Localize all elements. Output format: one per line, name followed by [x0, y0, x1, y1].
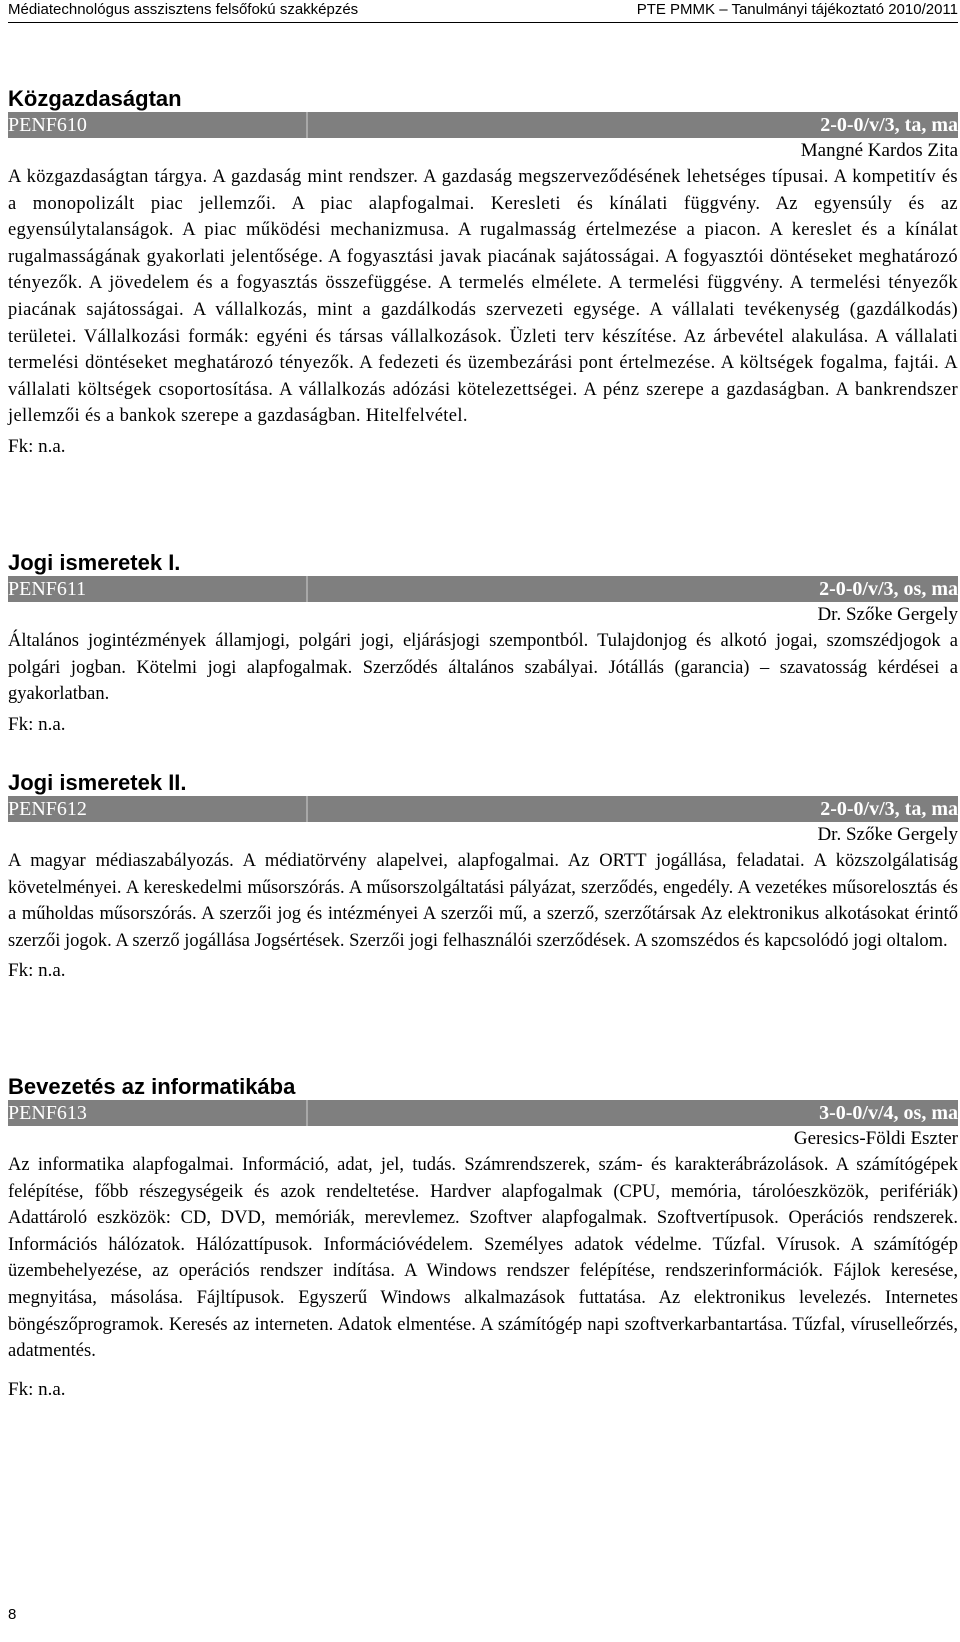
bar-divider	[306, 112, 308, 138]
header-program-title: Médiatechnológus asszisztens felsőfokú szakképzés	[8, 1, 359, 18]
course-description: A magyar médiaszabályozás. A médiatörvény alapelvei, alapfogalmai. Az ORTT jogállása, feladatai. A közszolgálatiság követelményei. A kereskedelmi műsorszórás. A műsorszolgáltatási pályázat, szerződés, engedély. A vezetékes műsorelosztás és a műholdas műsorszórás. A szerzői jog és intézményei A szerzői mű, a szerző, szerzőtársak Az elektronikus alkotásokat érintő szerzői jogok. A szerző jogállása Jogsértések. Szerzői jogi felhasználói szerződések. A szomszédos és kapcsolódó jogi oltalom.	[8, 851, 958, 951]
running-header	[8, 0, 958, 23]
course-code-bar	[8, 112, 958, 138]
course-block-penf613	[8, 1074, 958, 1403]
course-credit-info: 2-0-0/v/3, os, ma	[819, 578, 958, 600]
course-code-bar	[8, 796, 958, 822]
course-lecturer: Mangné Kardos Zita	[800, 140, 958, 161]
course-prerequisite: Fk: n.a.	[8, 960, 66, 982]
course-description: A közgazdaságtan tárgya. A gazdaság mint rendszer. A gazdaság megszerveződésének lehetséges típusai. A kompetitív és a monopolizált piac jellemzői. A piac alapfogalmai. Keresleti és kínálati függvény. Az egyensúly és az egyensúlytalanságok. A piac működési mechanizmusa. A rugalmasság értelmezése a piacon. A kereslet és a kínálat rugalmasságának gyakorlati jelentősége. A fogyasztási javak piacának sajátosságai. A fogyasztói döntéseket meghatározó tényezők. A jövedelem és a fogyasztás összefüggése. A termelés elmélete. A termelési függvény. A termelési tényezők piacának sajátosságai. A vállalkozás, mint a gazdálkodás szervezeti egysége. A vállalati tevékenység (gazdálkodás) területei. Vállalkozási formák: egyéni és társas vállalkozások. Üzleti terv készítése. Az árbevétel alakulása. A vállalati termelési döntéseket meghatározó tényezők. A fedezeti és üzembezárási pont értelmezése. A költségek fogalma, fajtái. A vállalati költségek csoportosítása. A vállalkozás adózási kötelezettségei. A pénz szerepe a gazdaságban. A bankrendszer jellemzői és a bankok szerepe a gazdaságban. Hitelfelvétel.	[8, 167, 958, 427]
course-block-penf612	[8, 770, 958, 984]
course-title: Jogi ismeretek I.	[8, 550, 181, 575]
course-code: PENF613	[8, 1102, 87, 1124]
bar-divider	[306, 796, 308, 822]
course-prerequisite: Fk: n.a.	[8, 713, 66, 735]
bar-divider	[306, 1100, 308, 1126]
course-title: Bevezetés az informatikába	[8, 1074, 296, 1099]
course-lecturer: Dr. Szőke Gergely	[817, 824, 958, 845]
course-code-bar	[8, 576, 958, 602]
course-lecturer: Dr. Szőke Gergely	[817, 604, 958, 625]
course-block-penf611	[8, 550, 958, 738]
course-title: Jogi ismeretek II.	[8, 770, 187, 795]
document-page	[8, 0, 958, 1642]
course-block-penf610	[8, 86, 958, 460]
course-credit-info: 2-0-0/v/3, ta, ma	[820, 114, 958, 136]
course-title: Közgazdaságtan	[8, 86, 182, 111]
course-description: Az informatika alapfogalmai. Információ, adat, jel, tudás. Számrendszerek, szám- és karakterábrázolások. A számítógépek felépítése, főbb részegységeik és azok rendeltetése. Hardver alapfogalmak (CPU, memória, tárolóeszközök, perifériák) Adattároló eszközök: CD, DVD, memóriák, merevlemez. Szoftver alapfogalmak. Szoftvertípusok. Operációs rendszerek. Információs hálózatok. Hálózattípusok. Információvédelem. Személyes adatok védelme. Tűzfal. Vírusok. A számítógép üzembehelyezése, az operációs rendszer indítása. A Windows rendszer felépítése, rendszerinformációk. Fájlok keresése, megnyitása, másolása. Fájltípusok. Egyszerű Windows alkalmazások futtatása. Az elektronikus levelezés. Internetes böngészőprogramok. Keresés az interneten. Adatok elmentése. A számítógép napi szoftverkarbantartása. Tűzfal, víruselleőrzés, adatmentés.	[8, 1155, 958, 1362]
course-code-bar	[8, 1100, 958, 1126]
course-lecturer: Geresics-Földi Eszter	[793, 1128, 958, 1149]
course-code: PENF612	[8, 798, 87, 820]
header-publication-title: PTE PMMK – Tanulmányi tájékoztató 2010/2011	[636, 1, 958, 18]
course-credit-info: 2-0-0/v/3, ta, ma	[820, 798, 958, 820]
course-prerequisite: Fk: n.a.	[8, 435, 66, 457]
course-code: PENF610	[8, 114, 87, 136]
bar-divider	[306, 576, 308, 602]
course-credit-info: 3-0-0/v/4, os, ma	[819, 1102, 958, 1124]
course-description: Általános jogintézmények államjogi, polgári jogi, eljárásjogi szempontból. Tulajdonjog és alkotó jogai, szomszédjogok a polgári jogban. Kötelmi jogi alapfogalmak. Szerződés általános szabályai. Jótállás (garancia) – szavatosság kérdései a gyakorlatban.	[8, 631, 958, 705]
course-code: PENF611	[8, 578, 87, 600]
page-number: 8	[8, 1606, 17, 1623]
course-prerequisite: Fk: n.a.	[8, 1378, 66, 1400]
